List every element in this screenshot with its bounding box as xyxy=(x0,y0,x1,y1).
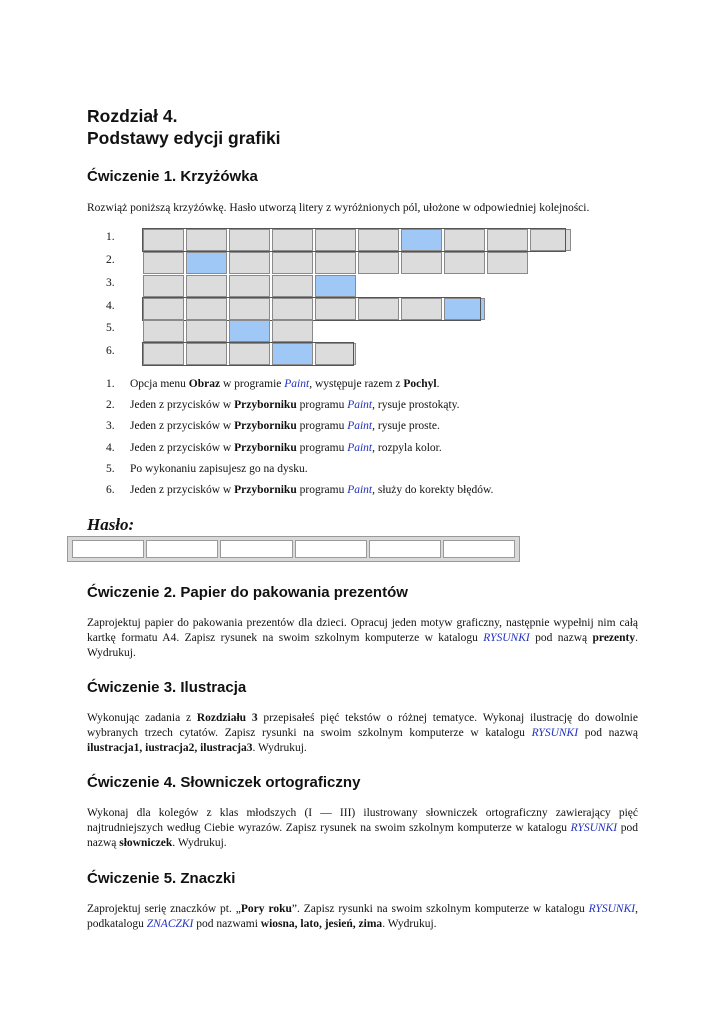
exercise-1-intro: Rozwiąż poniższą krzyżówkę. Hasło utworzą litery z wyróżnionych pól, ułożone w odpowiedniej kolejności. xyxy=(87,202,590,214)
crossword-cell xyxy=(229,298,270,320)
row-number: 6. xyxy=(106,345,115,357)
clue-list xyxy=(106,378,493,505)
crossword-cell xyxy=(186,275,227,297)
crossword-cell-highlighted xyxy=(315,275,356,297)
crossword-cell xyxy=(315,229,356,251)
clue-text: Opcja menu Obraz w programie Paint, występuje razem z Pochyl. xyxy=(130,378,440,390)
crossword-cell xyxy=(272,275,313,297)
crossword-cell xyxy=(444,252,485,274)
crossword-cell xyxy=(530,229,571,251)
crossword-cell xyxy=(143,298,184,320)
crossword-cell xyxy=(186,320,227,342)
row-number: 4. xyxy=(106,300,115,312)
row-number: 5. xyxy=(106,322,115,334)
crossword-cell xyxy=(315,343,356,365)
clue-number: 6. xyxy=(106,483,115,496)
exercise-5-title: Ćwiczenie 5. Znaczki xyxy=(87,870,236,887)
crossword-cell xyxy=(143,343,184,365)
chapter-title xyxy=(87,105,281,149)
chapter-subtitle: Podstawy edycji grafiki xyxy=(87,128,281,148)
exercise-4-text: Wykonaj dla kolegów z klas młodszych (I — III) ilustrowany słowniczek ortograficzny zawierający pięć najtrudniejszych według Ciebie wyrazów. Zapisz rysunek na swoim szkolnym komputerze w katalogu RYSUNKI pod nazwą słowniczek. Wydrukuj. xyxy=(87,807,638,849)
clue-item xyxy=(106,399,493,420)
clue-text: Po wykonaniu zapisujesz go na dysku. xyxy=(130,462,308,475)
clue-item xyxy=(106,463,493,484)
crossword-cell xyxy=(315,298,356,320)
row-number: 2. xyxy=(106,254,115,266)
answer-box xyxy=(295,540,367,558)
crossword-cell xyxy=(143,252,184,274)
crossword-row-5 xyxy=(143,320,315,344)
crossword-cell xyxy=(358,229,399,251)
crossword-cell-highlighted xyxy=(272,343,313,365)
crossword-cell xyxy=(186,298,227,320)
password-label: Hasło: xyxy=(87,515,135,534)
clue-number: 3. xyxy=(106,420,115,433)
crossword-cell xyxy=(315,252,356,274)
answer-box xyxy=(72,540,144,558)
exercise-3-title: Ćwiczenie 3. Ilustracja xyxy=(87,679,247,696)
clue-text: Jeden z przycisków w Przyborniku programu Paint, rysuje prostokąty. xyxy=(130,399,460,412)
exercise-1-title: Ćwiczenie 1. Krzyżówka xyxy=(87,168,258,185)
crossword-cell xyxy=(358,298,399,320)
crossword-row-1 xyxy=(143,229,573,253)
clue-item xyxy=(106,378,493,399)
clue-item xyxy=(106,442,493,463)
row-number: 3. xyxy=(106,277,115,289)
crossword-cell xyxy=(229,229,270,251)
clue-item xyxy=(106,420,493,441)
crossword-cell xyxy=(143,320,184,342)
crossword-cell xyxy=(143,229,184,251)
crossword-cell xyxy=(487,252,528,274)
row-number: 1. xyxy=(106,231,115,243)
crossword-cell xyxy=(186,343,227,365)
answer-box xyxy=(369,540,441,558)
exercise-4-title: Ćwiczenie 4. Słowniczek ortograficzny xyxy=(87,774,361,791)
crossword-cell xyxy=(272,320,313,342)
clue-text: Jeden z przycisków w Przyborniku programu Paint, rozpyla kolor. xyxy=(130,441,442,454)
crossword-row-2 xyxy=(143,252,530,276)
crossword-cell-highlighted xyxy=(401,229,442,251)
crossword-cell xyxy=(401,298,442,320)
crossword-cell xyxy=(229,252,270,274)
crossword-cell xyxy=(272,252,313,274)
clue-text: Jeden z przycisków w Przyborniku programu Paint, służy do korekty błędów. xyxy=(130,483,494,496)
exercise-2-title: Ćwiczenie 2. Papier do pakowania prezentów xyxy=(87,584,408,601)
clue-number: 2. xyxy=(106,399,115,412)
crossword-cell xyxy=(358,252,399,274)
password-answer-boxes xyxy=(67,536,520,562)
chapter-number: Rozdział 4. xyxy=(87,106,178,126)
crossword-cell xyxy=(143,275,184,297)
crossword-cell-highlighted xyxy=(444,298,485,320)
clue-number: 1. xyxy=(106,378,115,390)
crossword-cell xyxy=(487,229,528,251)
answer-box xyxy=(146,540,218,558)
crossword-cell xyxy=(444,229,485,251)
clue-number: 5. xyxy=(106,462,115,475)
crossword-cell xyxy=(229,343,270,365)
answer-box xyxy=(220,540,292,558)
crossword-row-6 xyxy=(143,343,358,367)
crossword-cell-highlighted xyxy=(186,252,227,274)
clue-number: 4. xyxy=(106,441,115,454)
crossword-cell xyxy=(272,229,313,251)
crossword-cell xyxy=(272,298,313,320)
crossword-cell-highlighted xyxy=(229,320,270,342)
clue-item xyxy=(106,484,493,505)
exercise-3-text: Wykonując zadania z Rozdziału 3 przepisałeś pięć tekstów o różnej tematyce. Wykonaj ilustrację do dowolnie wybranych trzech cytatów. Zapisz rysunki na swoim szkolnym komputerze w katalogu RYSUNKI pod nazwą ilustracja1, iustracja2, ilustracja3. Wydrukuj. xyxy=(87,712,639,754)
crossword-cell xyxy=(229,275,270,297)
exercise-5-text: Zaprojektuj serię znaczków pt. „Pory roku”. Zapisz rysunki na swoim szkolnym komputerze w katalogu RYSUNKI, podkatalogu ZNACZKI pod nazwami wiosna, lato, jesień, zima. Wydrukuj. xyxy=(87,903,638,930)
crossword-cell xyxy=(401,252,442,274)
exercise-2-text: Zaprojektuj papier do pakowania prezentów dla dzieci. Opracuj jeden motyw graficzny, następnie wypełnij nim całą kartkę formatu A4. Zapisz rysunek na swoim szkolnym komputerze w katalogu RYSUNKI pod nazwą prezenty. Wydrukuj. xyxy=(87,617,638,659)
crossword-row-4 xyxy=(143,298,487,322)
crossword-cell xyxy=(186,229,227,251)
clue-text: Jeden z przycisków w Przyborniku programu Paint, rysuje proste. xyxy=(130,420,440,433)
answer-box xyxy=(443,540,515,558)
crossword-row-3 xyxy=(143,275,358,299)
